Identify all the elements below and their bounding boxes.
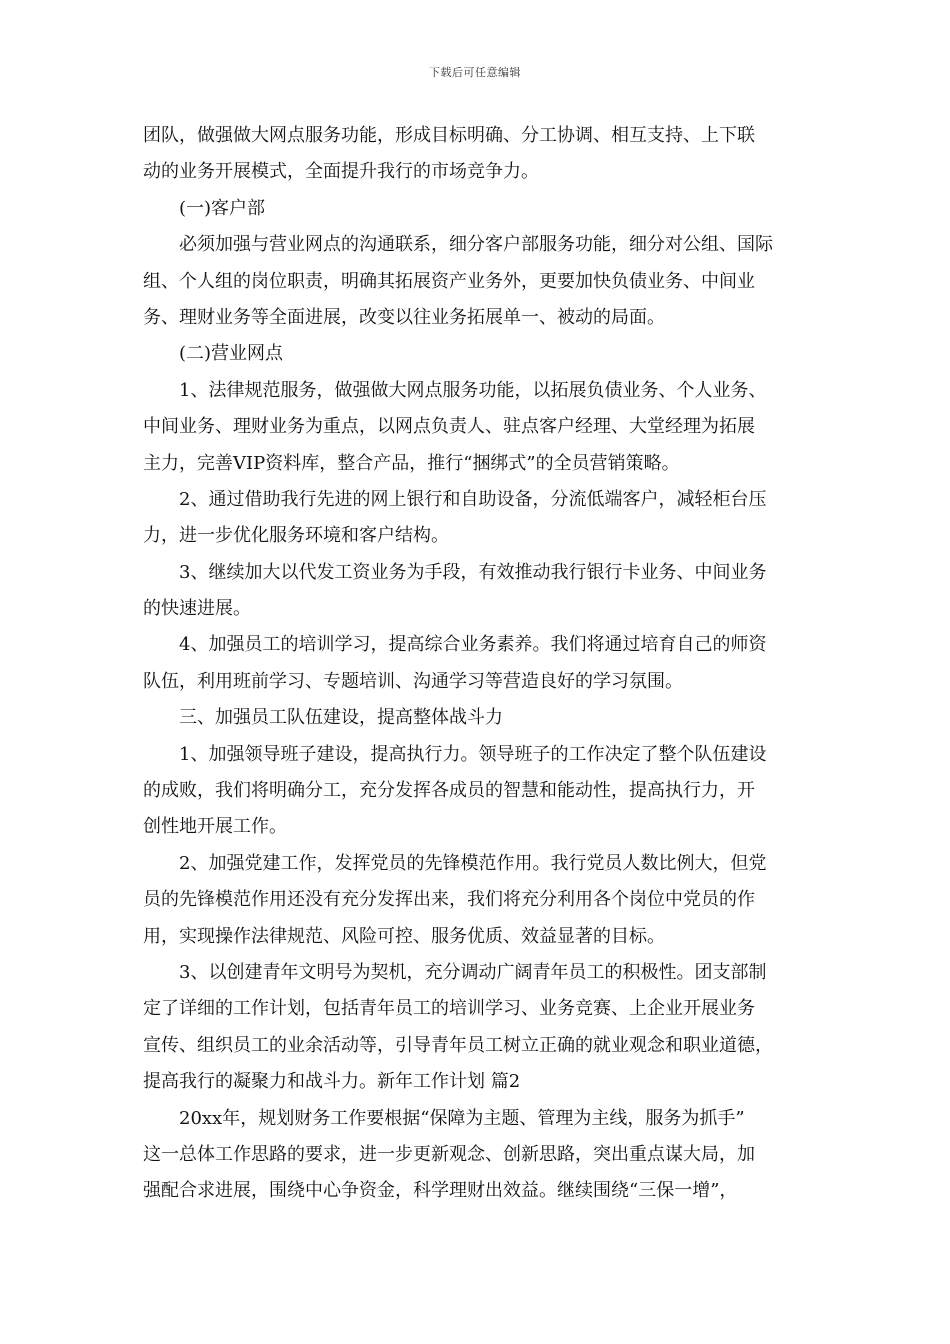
paragraph-line: 用，实现操作法律规范、风险可控、服务优质、效益显著的目标。 [143, 925, 665, 947]
paragraph-line: 1、法律规范服务，做强做大网点服务功能，以拓展负债业务、个人业务、 [179, 379, 767, 401]
paragraph-line: 的快速进展。 [143, 598, 251, 620]
paragraph-line: 提高我行的凝聚力和战斗力。新年工作计划 篇2 [143, 1071, 521, 1093]
paragraph-line: 务、理财业务等全面进展，改变以往业务拓展单一、被动的局面。 [143, 306, 665, 328]
paragraph-line: 3、继续加大以代发工资业务为手段，有效推动我行银行卡业务、中间业务 [179, 561, 767, 583]
paragraph-line: 员的先锋模范作用还没有充分发挥出来，我们将充分利用各个岗位中党员的作 [143, 889, 755, 911]
section-heading: (二)营业网点 [179, 343, 284, 365]
paragraph-line: 宣传、组织员工的业余活动等，引导青年员工树立正确的就业观念和职业道德， [143, 1034, 773, 1056]
paragraph-line: 的成败，我们将明确分工，充分发挥各成员的智慧和能动性，提高执行力，开 [143, 780, 755, 802]
paragraph-line: 团队，做强做大网点服务功能，形成目标明确、分工协调、相互支持、上下联 [143, 125, 755, 146]
paragraph-line: 3、以创建青年文明号为契机，充分调动广阔青年员工的积极性。团支部制 [179, 961, 767, 983]
paragraph-line: 定了详细的工作计划，包括青年员工的培训学习、业务竞赛、上企业开展业务 [143, 998, 755, 1020]
paragraph-line: 强配合求进展，围绕中心争资金，科学理财出效益。继续围绕“三保一增”， [143, 1180, 738, 1202]
paragraph-line: 20xx年，规划财务工作要根据“保障为主题、管理为主线，服务为抓手” [179, 1107, 745, 1129]
section-heading: 三、加强员工队伍建设，提高整体战斗力 [179, 707, 503, 729]
paragraph-line: 队伍，利用班前学习、专题培训、沟通学习等营造良好的学习氛围。 [143, 670, 683, 692]
paragraph-line: 4、加强员工的培训学习，提高综合业务素养。我们将通过培育自己的师资 [179, 634, 767, 656]
page-header: 下载后可任意编辑 [429, 66, 521, 79]
paragraph-line: 中间业务、理财业务为重点，以网点负责人、驻点客户经理、大堂经理为拓展 [143, 416, 755, 438]
paragraph-line: 这一总体工作思路的要求，进一步更新观念、创新思路，突出重点谋大局，加 [143, 1143, 755, 1165]
section-heading: (一)客户部 [179, 197, 266, 219]
paragraph-line: 创性地开展工作。 [143, 816, 287, 838]
paragraph-line: 力，进一步优化服务环境和客户结构。 [143, 525, 449, 547]
paragraph-line: 必须加强与营业网点的沟通联系，细分客户部服务功能，细分对公组、国际 [179, 234, 773, 256]
paragraph-line: 1、加强领导班子建设，提高执行力。领导班子的工作决定了整个队伍建设 [179, 743, 767, 765]
document-body [143, 118, 813, 1210]
paragraph-line: 2、通过借助我行先进的网上银行和自助设备，分流低端客户，减轻柜台压 [179, 488, 767, 510]
paragraph-line: 主力，完善VIP资料库，整合产品，推行“捆绑式”的全员营销策略。 [143, 452, 680, 474]
paragraph-line: 组、个人组的岗位职责，明确其拓展资产业务外，更要加快负债业务、中间业 [143, 270, 755, 292]
paragraph-line: 动的业务开展模式，全面提升我行的市场竞争力。 [143, 161, 539, 183]
paragraph-line: 2、加强党建工作，发挥党员的先锋模范作用。我行党员人数比例大，但党 [179, 852, 767, 874]
